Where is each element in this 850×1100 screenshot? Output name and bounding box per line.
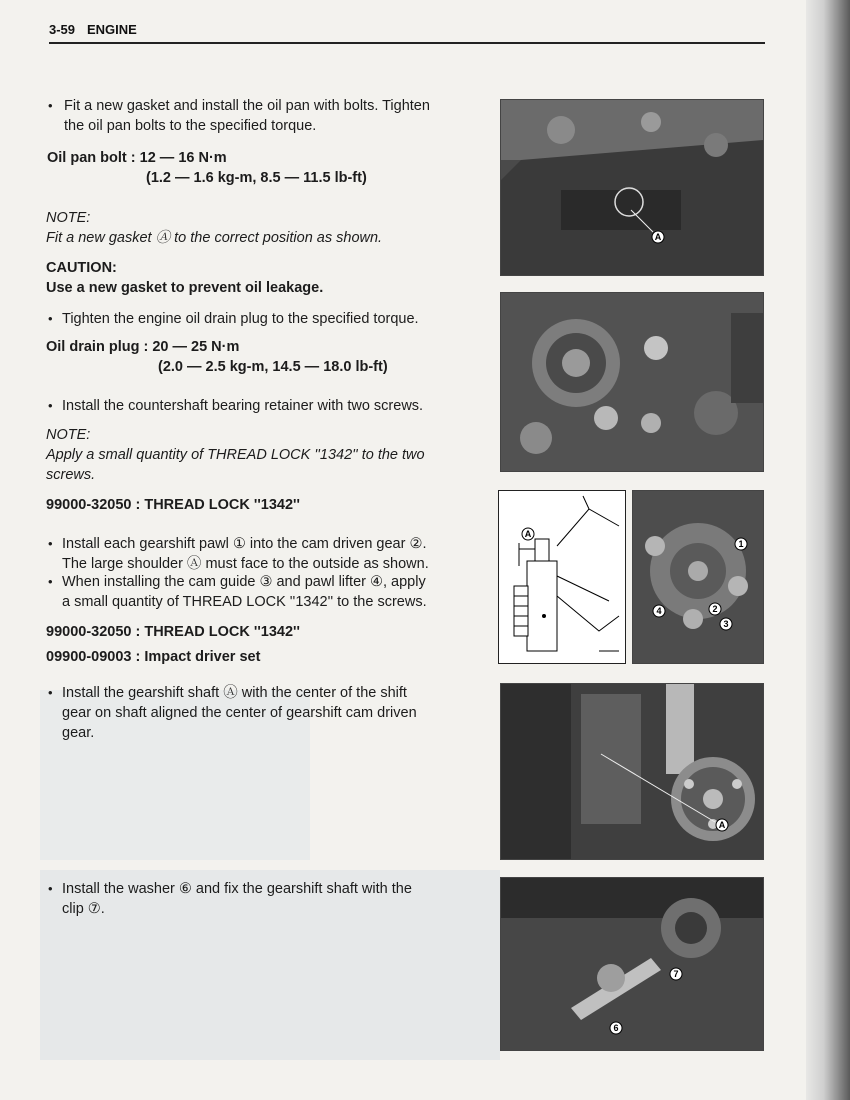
washer-clip-photo: [500, 877, 764, 1051]
oil-drain-plug-spec: Oil drain plug : 20 — 25 N·m: [46, 339, 240, 355]
oil-pan-gasket-photo: [500, 99, 764, 276]
callout-4: 4: [656, 606, 662, 616]
note-gasket: Fit a new gasket Ⓐ to the correct position as shown.: [46, 230, 383, 246]
section-title: ENGINE: [87, 22, 137, 37]
bullet: •: [48, 685, 53, 700]
callout-7: 7: [673, 969, 679, 979]
page-header: [49, 22, 765, 44]
note-title: NOTE:: [46, 210, 91, 226]
step-pawl-line1: Install each gearshift pawl ① into the cam driven gear ②.: [62, 536, 427, 552]
step-cam-guide-line2: a small quantity of THREAD LOCK ''1342'' to the screws.: [62, 594, 427, 610]
step-washer-clip-line2: clip ⑦.: [62, 901, 105, 917]
note-thread-lock-line2: screws.: [46, 467, 96, 483]
oil-pan-bolt-spec-alt: (1.2 — 1.6 kg-m, 8.5 — 11.5 lb-ft): [146, 170, 367, 186]
step-gearshift-shaft-line1: Install the gearshift shaft Ⓐ with the center of the shift: [62, 685, 407, 701]
caution-title: CAUTION:: [46, 260, 117, 276]
step-pawl-line2: The large shoulder Ⓐ must face to the outside as shown.: [62, 556, 429, 572]
countershaft-retainer-photo: [500, 292, 764, 472]
page-edge: [806, 0, 850, 1100]
bullet: •: [48, 536, 53, 551]
part-thread-lock: 99000-32050 : THREAD LOCK ''1342'': [46, 624, 300, 640]
note-thread-lock-line1: Apply a small quantity of THREAD LOCK ''1342'' to the two: [46, 447, 425, 463]
gearshift-shaft-photo: [500, 683, 764, 860]
step-oil-pan-line1: Fit a new gasket and install the oil pan with bolts. Tighten: [64, 98, 430, 114]
part-impact-driver: 09900-09003 : Impact driver set: [46, 649, 261, 665]
step-gearshift-shaft-line3: gear.: [62, 725, 95, 741]
note-title: NOTE:: [46, 427, 91, 443]
callout-6: 6: [613, 1023, 619, 1033]
callout-3: 3: [723, 619, 729, 629]
oil-pan-bolt-spec: Oil pan bolt : 12 — 16 N·m: [47, 150, 227, 166]
part-thread-lock: 99000-32050 : THREAD LOCK ''1342'': [46, 497, 300, 513]
step-washer-clip-line1: Install the washer ⑥ and fix the gearshift shaft with the: [62, 881, 412, 897]
callout-a: A: [524, 529, 532, 539]
bullet: •: [48, 311, 53, 326]
callout-a: A: [718, 820, 726, 830]
cam-driven-gear-photo: [632, 490, 764, 664]
page-number: 3-59: [49, 22, 76, 37]
step-oil-pan-line2: the oil pan bolts to the specified torque.: [64, 118, 317, 134]
oil-drain-plug-spec-alt: (2.0 — 2.5 kg-m, 14.5 — 18.0 lb-ft): [158, 359, 388, 375]
step-drain-plug: Tighten the engine oil drain plug to the specified torque.: [62, 311, 419, 327]
gearshift-pawl-diagram: [498, 490, 626, 664]
callout-1: 1: [738, 539, 744, 549]
bullet: •: [48, 574, 53, 589]
bullet: •: [48, 398, 53, 413]
bullet: •: [48, 881, 53, 896]
callout-2: 2: [712, 604, 718, 614]
caution-text: Use a new gasket to prevent oil leakage.: [46, 280, 324, 296]
callout-a: A: [654, 232, 662, 242]
step-countershaft-retainer: Install the countershaft bearing retainer with two screws.: [62, 398, 424, 414]
step-cam-guide-line1: When installing the cam guide ③ and pawl lifter ④, apply: [62, 574, 426, 590]
bullet: •: [48, 98, 53, 113]
step-gearshift-shaft-line2: gear on shaft aligned the center of gearshift cam driven: [62, 705, 417, 721]
